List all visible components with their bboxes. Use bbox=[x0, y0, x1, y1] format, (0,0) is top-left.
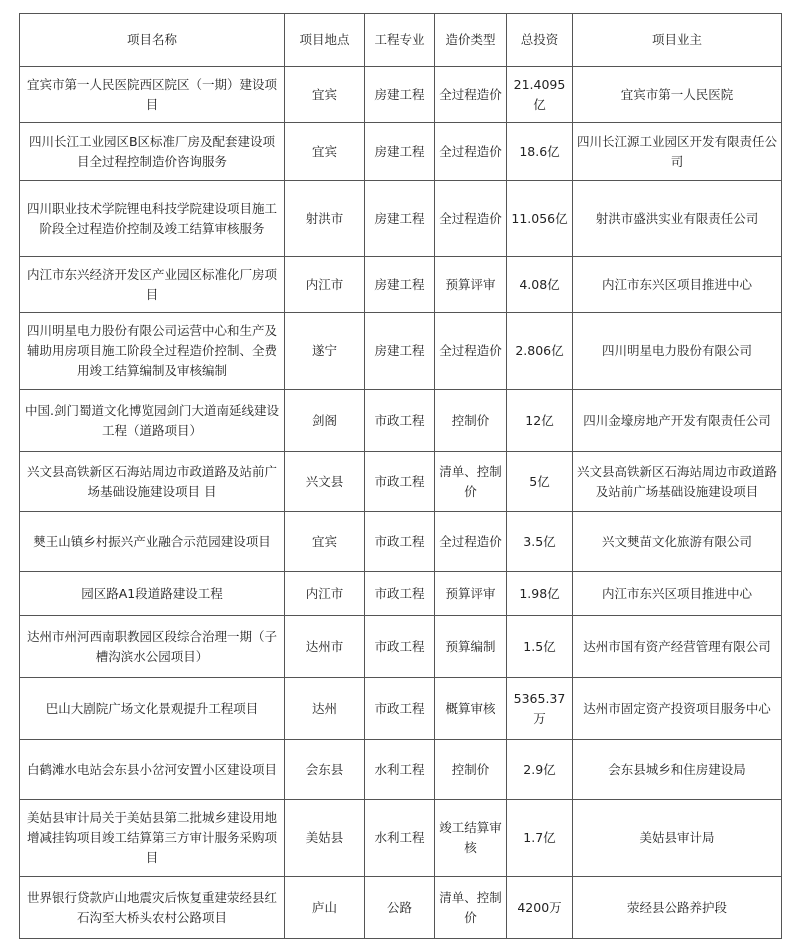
cell-cost-type: 全过程造价 bbox=[435, 181, 507, 257]
cell-project-name: 四川长江工业园区B区标准厂房及配套建设项目全过程控制造价咨询服务 bbox=[20, 123, 285, 181]
cell-investment: 21.4095亿 bbox=[507, 67, 573, 123]
cell-location: 内江市 bbox=[285, 257, 365, 313]
cell-investment: 4200万 bbox=[507, 877, 573, 939]
cell-discipline: 房建工程 bbox=[365, 257, 435, 313]
cell-owner: 荥经县公路养护段 bbox=[573, 877, 782, 939]
cell-project-name: 宜宾市第一人民医院西区院区（一期）建设项目 bbox=[20, 67, 285, 123]
cell-cost-type: 控制价 bbox=[435, 740, 507, 800]
table-header-row bbox=[20, 14, 782, 67]
cell-investment: 4.08亿 bbox=[507, 257, 573, 313]
cell-investment: 1.98亿 bbox=[507, 572, 573, 616]
cell-location: 宜宾 bbox=[285, 512, 365, 572]
table-row bbox=[20, 390, 782, 452]
cell-discipline: 房建工程 bbox=[365, 67, 435, 123]
cell-owner: 四川长江源工业园区开发有限责任公司 bbox=[573, 123, 782, 181]
table-row bbox=[20, 572, 782, 616]
cell-discipline: 房建工程 bbox=[365, 181, 435, 257]
table-row bbox=[20, 877, 782, 939]
header-cost-type: 造价类型 bbox=[435, 14, 507, 67]
cell-location: 射洪市 bbox=[285, 181, 365, 257]
cell-discipline: 市政工程 bbox=[365, 616, 435, 678]
cell-project-name: 美姑县审计局关于美姑县第二批城乡建设用地增减挂钩项目竣工结算第三方审计服务采购项目 bbox=[20, 800, 285, 877]
cell-investment: 5亿 bbox=[507, 452, 573, 512]
cell-owner: 内江市东兴区项目推进中心 bbox=[573, 572, 782, 616]
cell-location: 达州 bbox=[285, 678, 365, 740]
cell-project-name: 僰王山镇乡村振兴产业融合示范园建设项目 bbox=[20, 512, 285, 572]
cell-owner: 内江市东兴区项目推进中心 bbox=[573, 257, 782, 313]
header-location: 项目地点 bbox=[285, 14, 365, 67]
table-row bbox=[20, 313, 782, 390]
cell-investment: 18.6亿 bbox=[507, 123, 573, 181]
cell-project-name: 园区路A1段道路建设工程 bbox=[20, 572, 285, 616]
cell-owner: 达州市国有资产经营管理有限公司 bbox=[573, 616, 782, 678]
cell-discipline: 市政工程 bbox=[365, 678, 435, 740]
table-row bbox=[20, 123, 782, 181]
cell-project-name: 白鹤滩水电站会东县小岔河安置小区建设项目 bbox=[20, 740, 285, 800]
cell-project-name: 达州市州河西南职教园区段综合治理一期（子槽沟滨水公园项目） bbox=[20, 616, 285, 678]
cell-discipline: 房建工程 bbox=[365, 313, 435, 390]
cell-location: 会东县 bbox=[285, 740, 365, 800]
cell-project-name: 内江市东兴经济开发区产业园区标准化厂房项目 bbox=[20, 257, 285, 313]
cell-discipline: 水利工程 bbox=[365, 800, 435, 877]
cell-investment: 12亿 bbox=[507, 390, 573, 452]
cell-cost-type: 全过程造价 bbox=[435, 313, 507, 390]
cell-project-name: 四川职业技术学院锂电科技学院建设项目施工阶段全过程造价控制及竣工结算审核服务 bbox=[20, 181, 285, 257]
cell-cost-type: 概算审核 bbox=[435, 678, 507, 740]
cell-location: 达州市 bbox=[285, 616, 365, 678]
header-investment: 总投资 bbox=[507, 14, 573, 67]
cell-location: 遂宁 bbox=[285, 313, 365, 390]
cell-project-name: 世界银行贷款庐山地震灾后恢复重建荥经县红石沟至大桥头农村公路项目 bbox=[20, 877, 285, 939]
cell-owner: 兴文僰苗文化旅游有限公司 bbox=[573, 512, 782, 572]
cell-investment: 2.806亿 bbox=[507, 313, 573, 390]
table-row bbox=[20, 678, 782, 740]
cell-owner: 达州市固定资产投资项目服务中心 bbox=[573, 678, 782, 740]
table-row bbox=[20, 616, 782, 678]
cell-project-name: 巴山大剧院广场文化景观提升工程项目 bbox=[20, 678, 285, 740]
cell-discipline: 市政工程 bbox=[365, 452, 435, 512]
header-discipline: 工程专业 bbox=[365, 14, 435, 67]
cell-investment: 5365.37万 bbox=[507, 678, 573, 740]
cell-owner: 美姑县审计局 bbox=[573, 800, 782, 877]
cell-location: 剑阁 bbox=[285, 390, 365, 452]
cell-cost-type: 全过程造价 bbox=[435, 123, 507, 181]
cell-discipline: 市政工程 bbox=[365, 572, 435, 616]
cell-discipline: 市政工程 bbox=[365, 390, 435, 452]
cell-location: 兴文县 bbox=[285, 452, 365, 512]
cell-owner: 射洪市盛洪实业有限责任公司 bbox=[573, 181, 782, 257]
cell-cost-type: 预算编制 bbox=[435, 616, 507, 678]
header-project-name: 项目名称 bbox=[20, 14, 285, 67]
cell-owner: 四川明星电力股份有限公司 bbox=[573, 313, 782, 390]
table-row bbox=[20, 800, 782, 877]
cell-discipline: 市政工程 bbox=[365, 512, 435, 572]
cell-owner: 宜宾市第一人民医院 bbox=[573, 67, 782, 123]
cell-cost-type: 预算评审 bbox=[435, 257, 507, 313]
cell-project-name: 中国.剑门蜀道文化博览园剑门大道南延线建设工程（道路项目） bbox=[20, 390, 285, 452]
table-row bbox=[20, 181, 782, 257]
table-row bbox=[20, 740, 782, 800]
cell-cost-type: 控制价 bbox=[435, 390, 507, 452]
cell-discipline: 公路 bbox=[365, 877, 435, 939]
cell-cost-type: 预算评审 bbox=[435, 572, 507, 616]
cell-cost-type: 清单、控制价 bbox=[435, 877, 507, 939]
cell-cost-type: 全过程造价 bbox=[435, 67, 507, 123]
cell-location: 庐山 bbox=[285, 877, 365, 939]
cell-investment: 11.056亿 bbox=[507, 181, 573, 257]
cell-cost-type: 全过程造价 bbox=[435, 512, 507, 572]
cell-investment: 3.5亿 bbox=[507, 512, 573, 572]
cell-discipline: 水利工程 bbox=[365, 740, 435, 800]
cell-location: 美姑县 bbox=[285, 800, 365, 877]
header-owner: 项目业主 bbox=[573, 14, 782, 67]
project-table bbox=[19, 13, 782, 939]
cell-owner: 四川金壕房地产开发有限责任公司 bbox=[573, 390, 782, 452]
table-row bbox=[20, 257, 782, 313]
cell-location: 内江市 bbox=[285, 572, 365, 616]
cell-cost-type: 清单、控制价 bbox=[435, 452, 507, 512]
cell-owner: 会东县城乡和住房建设局 bbox=[573, 740, 782, 800]
cell-investment: 2.9亿 bbox=[507, 740, 573, 800]
cell-investment: 1.7亿 bbox=[507, 800, 573, 877]
project-table-wrapper bbox=[19, 13, 781, 939]
cell-project-name: 兴文县高铁新区石海站周边市政道路及站前广场基础设施建设项目 目 bbox=[20, 452, 285, 512]
table-row bbox=[20, 452, 782, 512]
cell-discipline: 房建工程 bbox=[365, 123, 435, 181]
cell-location: 宜宾 bbox=[285, 123, 365, 181]
cell-investment: 1.5亿 bbox=[507, 616, 573, 678]
cell-owner: 兴文县高铁新区石海站周边市政道路及站前广场基础设施建设项目 bbox=[573, 452, 782, 512]
cell-cost-type: 竣工结算审核 bbox=[435, 800, 507, 877]
cell-project-name: 四川明星电力股份有限公司运营中心和生产及辅助用房项目施工阶段全过程造价控制、全费用竣工结算编制及审核编制 bbox=[20, 313, 285, 390]
table-row bbox=[20, 67, 782, 123]
cell-location: 宜宾 bbox=[285, 67, 365, 123]
table-row bbox=[20, 512, 782, 572]
